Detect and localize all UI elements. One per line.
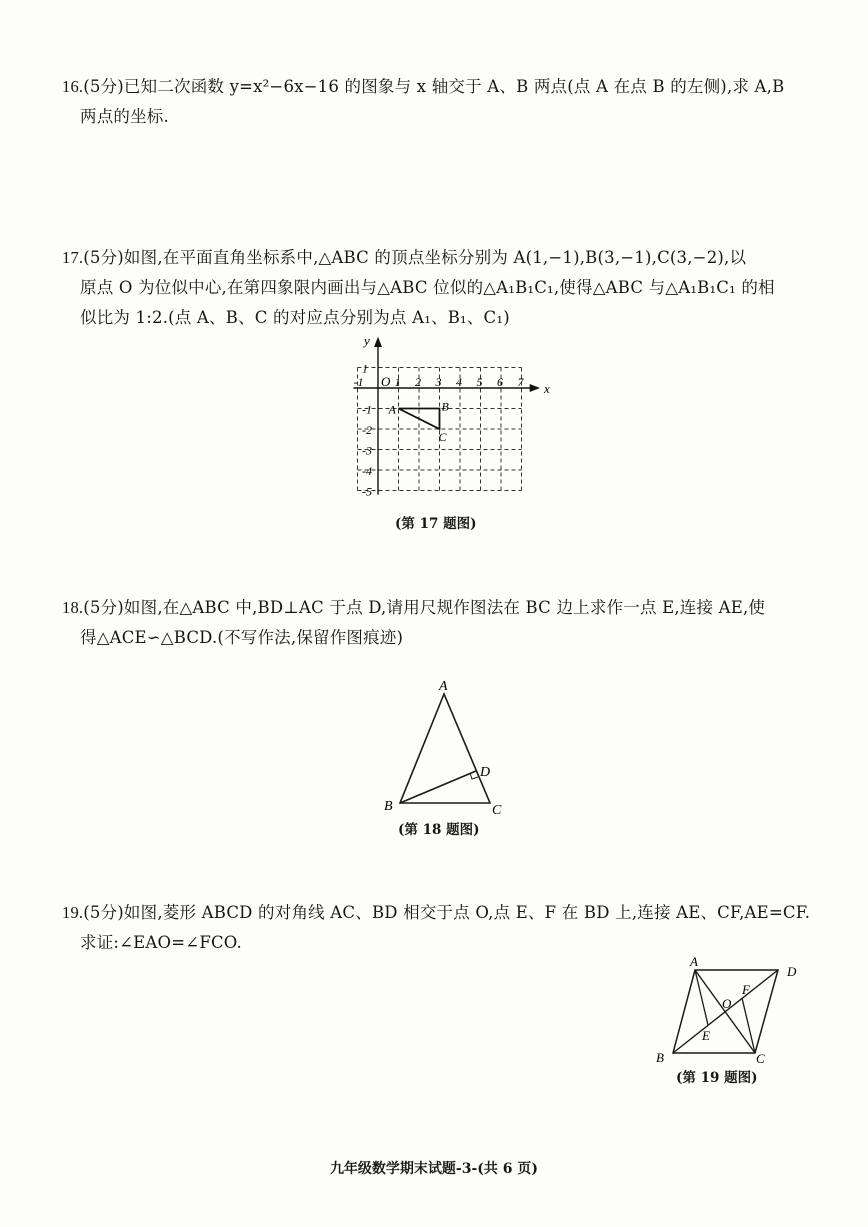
y-tick-label: -3 xyxy=(362,443,372,458)
label-d: D xyxy=(480,765,491,780)
y-axis-arrow xyxy=(374,337,382,347)
question-number: 18. xyxy=(62,598,84,617)
figure-19-caption: (第 19 题图) xyxy=(676,1070,758,1086)
question-17-line-1 xyxy=(62,243,812,273)
right-angle-mark xyxy=(470,773,478,779)
x-tick-label: -1 xyxy=(353,375,364,389)
label-o: O xyxy=(722,996,732,1011)
x-tick-label: 3 xyxy=(435,375,442,389)
label-b: B xyxy=(656,1050,664,1065)
x-axis-arrow xyxy=(530,384,540,392)
question-points: (5分) xyxy=(83,598,124,617)
label-c: C xyxy=(492,803,502,818)
figure-18-caption: (第 18 题图) xyxy=(398,822,480,838)
x-tick-label: 7 xyxy=(517,375,524,389)
x-tick-label: 6 xyxy=(497,375,503,389)
question-points: (5分) xyxy=(83,903,124,922)
point-c-label: C xyxy=(438,430,447,444)
x-axis-label: x xyxy=(544,381,550,396)
question-text: 如图,菱形 ABCD 的对角线 AC、BD 相交于点 O,点 E、F 在 BD 上,连接 AE、CF,AE=CF. xyxy=(123,903,811,922)
question-16 xyxy=(62,72,812,132)
question-17 xyxy=(62,243,812,333)
figure-17-caption: (第 17 题图) xyxy=(395,516,477,532)
label-e: E xyxy=(702,1028,710,1043)
y-tick-label: -2 xyxy=(362,423,372,437)
y-tick-label: -4 xyxy=(362,464,372,478)
point-b-label: B xyxy=(441,399,449,414)
page-footer: 九年级数学期末试题-3-(共 6 页) xyxy=(329,1161,539,1177)
question-18 xyxy=(62,593,812,653)
figure-18-triangle xyxy=(370,672,520,822)
label-d: D xyxy=(787,964,797,979)
question-16-line-2: 两点的坐标. xyxy=(80,107,169,126)
y-tick-label: -1 xyxy=(362,402,372,417)
question-number: 17. xyxy=(62,248,84,267)
x-tick-label: 2 xyxy=(415,375,421,389)
x-tick-label: 5 xyxy=(476,375,483,389)
question-19-line-1 xyxy=(62,898,812,928)
figure-19-rhombus xyxy=(650,950,820,1070)
question-text: 如图,在△ABC 中,BD⊥AC 于点 D,请用尺规作图法在 BC 边上求作一点 E,连接 AE,使 xyxy=(123,598,766,617)
question-19-line-2: 求证:∠EAO=∠FCO. xyxy=(80,933,243,952)
x-tick-label: 4 xyxy=(456,375,462,389)
question-text: 已知二次函数 y=x²−6x−16 的图象与 x 轴交于 A、B 两点(点 A 在点 B 的左侧),求 A,B xyxy=(123,77,785,96)
question-19 xyxy=(62,898,812,958)
question-17-line-3: 似比为 1:2.(点 A、B、C 的对应点分别为点 A₁、B₁、C₁) xyxy=(80,308,510,327)
label-a: A xyxy=(690,954,698,969)
label-b: B xyxy=(384,799,393,814)
y-axis-label: y xyxy=(364,332,370,348)
question-number: 16. xyxy=(62,77,84,96)
question-16-line-1 xyxy=(62,72,812,102)
y-tick-label: 1 xyxy=(362,361,368,376)
question-number: 19. xyxy=(62,903,84,922)
question-points: (5分) xyxy=(83,248,124,267)
y-tick-label: -5 xyxy=(362,484,372,499)
figure-17-coordinate-grid xyxy=(330,330,570,510)
point-a-label: A xyxy=(388,402,396,417)
question-17-line-2: 原点 O 为位似中心,在第四象限内画出与△ABC 位似的△A₁B₁C₁,使得△ABC 与△A₁B₁C₁ 的相 xyxy=(80,278,775,297)
diagonal-bd xyxy=(673,970,778,1053)
question-points: (5分) xyxy=(83,77,124,96)
question-text: 如图,在平面直角坐标系中,△ABC 的顶点坐标分别为 A(1,−1),B(3,−1),C(3,−2),以 xyxy=(123,248,747,267)
label-a: A xyxy=(439,679,448,694)
question-18-line-2: 得△ACE∽△BCD.(不写作法,保留作图痕迹) xyxy=(80,628,404,647)
origin-label: O xyxy=(381,374,391,389)
triangle-abc xyxy=(400,694,490,803)
x-tick-label: 1 xyxy=(394,375,401,389)
label-c: C xyxy=(756,1051,765,1066)
question-18-line-1 xyxy=(62,593,812,623)
label-f: F xyxy=(742,982,750,997)
